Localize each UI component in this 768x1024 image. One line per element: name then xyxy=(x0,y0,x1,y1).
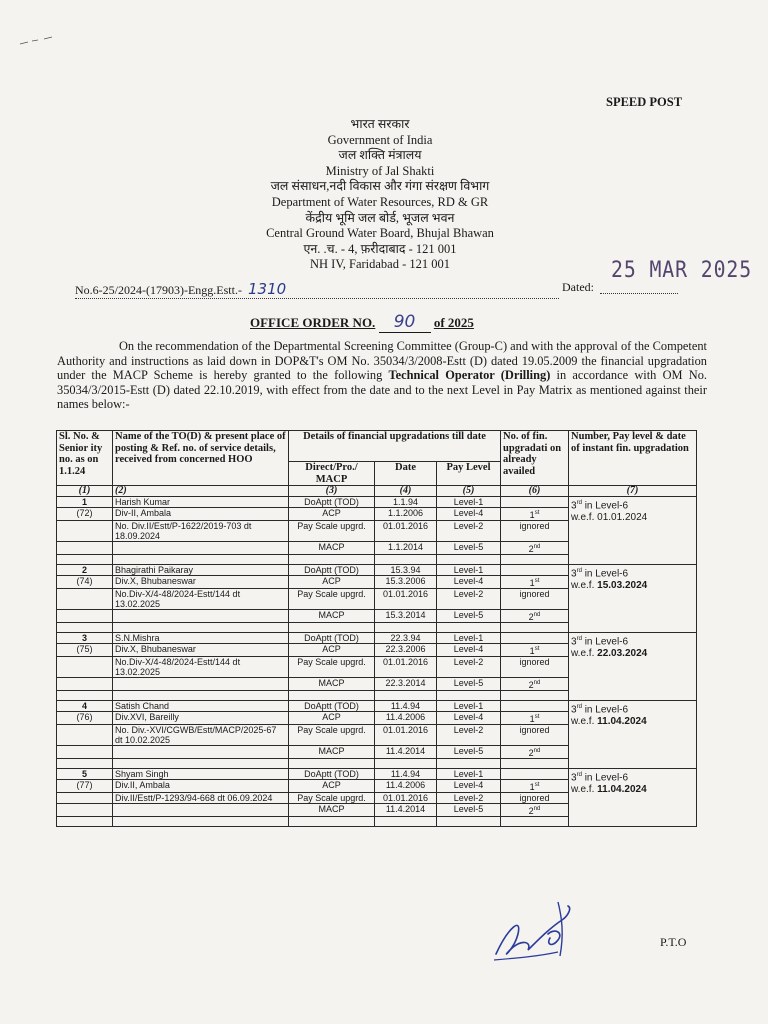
upgradation-type: MACP xyxy=(289,746,375,759)
upgradation-date: 22.3.94 xyxy=(375,633,437,644)
posting-place: Div.X, Bhubaneswar xyxy=(113,576,289,589)
date-underline xyxy=(600,293,678,294)
empty-cell xyxy=(57,610,113,623)
upgradation-level: Level-1 xyxy=(437,565,501,576)
upgradation-level: Level-1 xyxy=(437,701,501,712)
serial-number: 3 xyxy=(57,633,113,644)
ordinal-suffix: rd xyxy=(576,704,582,710)
upgradation-type: Pay Scale upgrd. xyxy=(289,521,375,542)
table-row xyxy=(57,565,697,576)
order-body xyxy=(57,339,707,412)
upgradation-date: 11.4.94 xyxy=(375,769,437,780)
upgradation-date: 01.01.2016 xyxy=(375,793,437,804)
upgradation-date: 01.01.2016 xyxy=(375,589,437,610)
office-order-year: of 2025 xyxy=(433,315,474,330)
upgradation-type: MACP xyxy=(289,610,375,623)
instant-level: in Level-6 xyxy=(581,568,629,580)
col-header-pay-level: Pay Level xyxy=(437,462,501,486)
ordinal-number: 2 xyxy=(528,680,534,690)
upgradation-date: 01.01.2016 xyxy=(375,521,437,542)
col-header-name: Name of the TO(D) & present place of posting & Ref. no. of service details, received from concerned HOO xyxy=(113,431,289,486)
service-ref: Div.II/Estt/P-1293/94-668 dt 06.09.2024 xyxy=(113,793,289,804)
serial-number: 4 xyxy=(57,701,113,712)
upgradation-level: Level-1 xyxy=(437,769,501,780)
ordinal-number: 1 xyxy=(529,646,535,656)
column-number: (3) xyxy=(289,486,375,497)
ordinal-number: 3 xyxy=(571,772,577,784)
upgradation-type: DoAptt (TOD) xyxy=(289,633,375,644)
empty-cell xyxy=(57,817,113,827)
col-header-details: Details of financial upgradations till date xyxy=(289,431,501,462)
upgradation-avail: ignored xyxy=(501,521,569,542)
empty-cell xyxy=(57,746,113,759)
wef-label: w.e.f. xyxy=(571,648,598,660)
letterhead-line: जल शक्ति मंत्रालय xyxy=(338,148,422,163)
upgradation-type: Pay Scale upgrd. xyxy=(289,793,375,804)
upgradation-level: Level-4 xyxy=(437,712,501,725)
ordinal-number: 2 xyxy=(528,806,534,816)
upgradation-level: Level-4 xyxy=(437,576,501,589)
instant-upgradation xyxy=(569,701,697,769)
ordinal-suffix: nd xyxy=(533,544,541,550)
upgradation-avail xyxy=(501,769,569,780)
empty-cell xyxy=(57,691,113,701)
empty-cell xyxy=(113,817,289,827)
letterhead-line: केंद्रीय भूमि जल बोर्ड, भूजल भवन xyxy=(305,210,455,225)
upgradation-level: Level-1 xyxy=(437,633,501,644)
seniority-number: (76) xyxy=(57,712,113,725)
upgradation-level: Level-4 xyxy=(437,644,501,657)
instant-upgradation xyxy=(569,633,697,701)
upgradation-type: ACP xyxy=(289,780,375,793)
upgradation-avail xyxy=(501,780,569,793)
pto-label: P.T.O xyxy=(660,935,687,949)
dated-label: Dated: xyxy=(562,280,594,294)
upgradation-date: 1.1.94 xyxy=(375,497,437,508)
posting-place: Div.X, Bhubaneswar xyxy=(113,644,289,657)
empty-cell xyxy=(289,759,375,769)
upgradation-avail xyxy=(501,565,569,576)
ordinal-number: 1 xyxy=(529,578,535,588)
upgradation-date: 15.3.94 xyxy=(375,565,437,576)
instant-upgradation xyxy=(569,497,697,565)
ordinal-suffix: st xyxy=(534,578,540,584)
letterhead-line: Department of Water Resources, RD & GR xyxy=(271,194,489,209)
column-number: (2) xyxy=(113,486,289,497)
empty-cell xyxy=(113,542,289,555)
service-ref: No.Div-X/4-48/2024-Estt/144 dt 13.02.2025 xyxy=(113,589,289,610)
ordinal-suffix: st xyxy=(534,510,540,516)
upgradation-level: Level-4 xyxy=(437,508,501,521)
empty-cell xyxy=(113,555,289,565)
upgradation-level: Level-2 xyxy=(437,589,501,610)
upgradation-level: Level-5 xyxy=(437,678,501,691)
upgradation-type: ACP xyxy=(289,712,375,725)
letterhead-line: भारत सरकार xyxy=(350,117,410,131)
wef-date: 22.03.2024 xyxy=(597,648,648,660)
empty-cell xyxy=(375,817,437,827)
empty-cell xyxy=(113,623,289,633)
column-number: (1) xyxy=(57,486,113,497)
empty-cell xyxy=(437,623,501,633)
table-row xyxy=(57,769,697,780)
employee-name: Harish Kumar xyxy=(113,497,289,508)
ordinal-suffix: nd xyxy=(533,748,541,754)
empty-cell xyxy=(437,817,501,827)
ordinal-suffix: st xyxy=(534,646,540,652)
instant-level: in Level-6 xyxy=(581,500,629,512)
ordinal-number: 1 xyxy=(529,714,535,724)
upgradation-type: MACP xyxy=(289,804,375,817)
upgradation-avail xyxy=(501,644,569,657)
upgradation-date: 15.3.2014 xyxy=(375,610,437,623)
upgradation-date: 15.3.2006 xyxy=(375,576,437,589)
instant-level: in Level-6 xyxy=(581,772,629,784)
empty-cell xyxy=(289,555,375,565)
wef-date: 11.04.2024 xyxy=(597,716,647,728)
empty-cell xyxy=(289,817,375,827)
empty-cell xyxy=(375,691,437,701)
col-header-direct: Direct/Pro./ MACP xyxy=(289,462,375,486)
ordinal-suffix: nd xyxy=(533,806,541,812)
upgradation-avail: ignored xyxy=(501,725,569,746)
instant-level: in Level-6 xyxy=(581,636,629,648)
employee-name: Bhagirathi Paikaray xyxy=(113,565,289,576)
col-header-sl: Sl. No. & Senior ity no. as on 1.1.24 xyxy=(57,431,113,486)
upgradation-level: Level-4 xyxy=(437,780,501,793)
upgradation-type: DoAptt (TOD) xyxy=(289,497,375,508)
empty-cell xyxy=(113,678,289,691)
upgradation-level: Level-2 xyxy=(437,793,501,804)
ordinal-number: 3 xyxy=(571,500,577,512)
wef-label: w.e.f. xyxy=(571,784,598,796)
upgradation-date: 22.3.2006 xyxy=(375,644,437,657)
ordinal-number: 3 xyxy=(571,704,577,716)
upgradation-level: Level-2 xyxy=(437,521,501,542)
ordinal-suffix: st xyxy=(534,782,540,788)
instant-upgradation xyxy=(569,769,697,827)
posting-place: Div.II, Ambala xyxy=(113,780,289,793)
employee-name: Satish Chand xyxy=(113,701,289,712)
service-ref: No. Div.-XVI/CGWB/Estt/MACP/2025-67 dt 10.02.2025 xyxy=(113,725,289,746)
seniority-number: (77) xyxy=(57,780,113,793)
upgradation-type: DoAptt (TOD) xyxy=(289,565,375,576)
upgradation-avail xyxy=(501,576,569,589)
date-stamp: 25 MAR 2025 xyxy=(611,258,753,283)
column-number: (6) xyxy=(501,486,569,497)
speed-post-label: SPEED POST xyxy=(606,95,683,109)
empty-cell xyxy=(57,542,113,555)
empty-cell xyxy=(501,555,569,565)
upgradation-type: DoAptt (TOD) xyxy=(289,769,375,780)
upgradation-level: Level-5 xyxy=(437,746,501,759)
office-order-title xyxy=(250,312,474,333)
col-header-number: Number, Pay level & date of instant fin. upgradation xyxy=(569,431,697,486)
empty-cell xyxy=(375,623,437,633)
upgradation-date: 11.4.2014 xyxy=(375,804,437,817)
upgradation-avail xyxy=(501,712,569,725)
table-row xyxy=(57,633,697,644)
ordinal-suffix: rd xyxy=(576,636,582,642)
upgradation-avail: ignored xyxy=(501,657,569,678)
letterhead-line: एन. .च. - 4, फ़रीदाबाद - 121 001 xyxy=(303,241,457,256)
column-number: (7) xyxy=(569,486,697,497)
empty-cell xyxy=(437,555,501,565)
empty-cell xyxy=(437,691,501,701)
empty-cell xyxy=(113,746,289,759)
ordinal-number: 2 xyxy=(528,544,534,554)
office-order-label: OFFICE ORDER NO. xyxy=(250,315,376,330)
empty-cell xyxy=(57,725,113,746)
empty-cell xyxy=(57,793,113,804)
empty-cell xyxy=(57,804,113,817)
ordinal-number: 1 xyxy=(529,510,535,520)
empty-cell xyxy=(57,678,113,691)
letterhead-line: NH IV, Faridabad - 121 001 xyxy=(309,257,451,272)
letterhead-line: Ministry of Jal Shakti xyxy=(325,163,435,178)
upgradation-level: Level-5 xyxy=(437,804,501,817)
upgradation-level: Level-1 xyxy=(437,497,501,508)
letterhead xyxy=(180,117,580,273)
ordinal-suffix: rd xyxy=(576,772,582,778)
ordinal-number: 2 xyxy=(528,612,534,622)
ordinal-suffix: rd xyxy=(576,500,582,506)
empty-cell xyxy=(375,759,437,769)
serial-number: 2 xyxy=(57,565,113,576)
upgradation-date: 1.1.2006 xyxy=(375,508,437,521)
empty-cell xyxy=(57,623,113,633)
ordinal-suffix: rd xyxy=(576,568,582,574)
empty-cell xyxy=(289,623,375,633)
signature xyxy=(488,898,588,968)
empty-cell xyxy=(57,521,113,542)
upgradation-date: 1.1.2014 xyxy=(375,542,437,555)
serial-number: 1 xyxy=(57,497,113,508)
wef-date: 15.03.2024 xyxy=(597,580,648,592)
empty-cell xyxy=(501,623,569,633)
empty-cell xyxy=(375,555,437,565)
ordinal-suffix: st xyxy=(534,714,540,720)
upgradation-date: 11.4.94 xyxy=(375,701,437,712)
seniority-number: (72) xyxy=(57,508,113,521)
service-ref: No. Div.II/Estt/P-1622/2019-703 dt 18.09.2024 xyxy=(113,521,289,542)
upgradation-date: 22.3.2014 xyxy=(375,678,437,691)
reference-number xyxy=(75,280,559,298)
wef-label: w.e.f. xyxy=(571,580,598,592)
empty-cell xyxy=(57,555,113,565)
upgradation-type: Pay Scale upgrd. xyxy=(289,589,375,610)
upgradation-avail: ignored xyxy=(501,793,569,804)
body-text: On the recommendation of the Departmental Screening Committee (Group-C) and with the approval of the Competent Authority and instructions as laid down in DOP&T's OM No. 35034/3/2008-Estt (D) dated 19.05.2009 the financial upgradation under the MACP Scheme is hereby granted to the following xyxy=(57,339,707,383)
letterhead-line: Government of India xyxy=(327,132,433,147)
macp-table xyxy=(56,430,697,827)
empty-cell xyxy=(113,804,289,817)
upgradation-avail xyxy=(501,678,569,691)
wef-date: 01.01.2024 xyxy=(597,512,648,524)
col-header-date: Date xyxy=(375,462,437,486)
ordinal-suffix: nd xyxy=(533,612,541,618)
letterhead-line: Central Ground Water Board, Bhujal Bhawan xyxy=(266,226,494,241)
upgradation-level: Level-5 xyxy=(437,610,501,623)
upgradation-avail: ignored xyxy=(501,589,569,610)
reference-prefix: No.6-25/2024-(17903)-Engg.Estt.- xyxy=(75,283,242,297)
letterhead-line: जल संसाधन,नदी विकास और गंगा संरक्षण विभाग xyxy=(270,179,490,194)
empty-cell xyxy=(57,759,113,769)
ordinal-suffix: nd xyxy=(533,680,541,686)
instant-level: in Level-6 xyxy=(581,704,629,716)
upgradation-type: DoAptt (TOD) xyxy=(289,701,375,712)
upgradation-level: Level-2 xyxy=(437,725,501,746)
upgradation-date: 11.4.2014 xyxy=(375,746,437,759)
empty-cell xyxy=(57,657,113,678)
handwritten-number: 1310 xyxy=(247,280,287,298)
upgradation-avail xyxy=(501,542,569,555)
empty-cell xyxy=(501,691,569,701)
upgradation-date: 01.01.2016 xyxy=(375,725,437,746)
empty-cell xyxy=(501,817,569,827)
upgradation-type: Pay Scale upgrd. xyxy=(289,657,375,678)
ordinal-number: 3 xyxy=(571,636,577,648)
seniority-number: (75) xyxy=(57,644,113,657)
upgradation-avail xyxy=(501,701,569,712)
column-number: (5) xyxy=(437,486,501,497)
upgradation-type: ACP xyxy=(289,644,375,657)
ordinal-number: 3 xyxy=(571,568,577,580)
column-number: (4) xyxy=(375,486,437,497)
table-row xyxy=(57,701,697,712)
office-order-number: 90 xyxy=(379,312,431,333)
serial-number: 5 xyxy=(57,769,113,780)
ordinal-number: 2 xyxy=(528,748,534,758)
employee-name: Shyam Singh xyxy=(113,769,289,780)
empty-cell xyxy=(113,759,289,769)
service-ref: No.Div-X/4-48/2024-Estt/144 dt 13.02.2025 xyxy=(113,657,289,678)
upgradation-date: 11.4.2006 xyxy=(375,780,437,793)
upgradation-type: MACP xyxy=(289,542,375,555)
col-header-no-fin: No. of fin. upgradati on already availed xyxy=(501,431,569,486)
instant-upgradation xyxy=(569,565,697,633)
employee-name: S.N.Mishra xyxy=(113,633,289,644)
upgradation-type: ACP xyxy=(289,576,375,589)
upgradation-avail xyxy=(501,746,569,759)
posting-place: Div.XVI, Bareilly xyxy=(113,712,289,725)
ordinal-number: 1 xyxy=(529,782,535,792)
upgradation-avail xyxy=(501,508,569,521)
empty-cell xyxy=(289,691,375,701)
upgradation-type: ACP xyxy=(289,508,375,521)
wef-label: w.e.f. xyxy=(571,716,598,728)
scan-mark xyxy=(18,36,54,46)
empty-cell xyxy=(113,691,289,701)
upgradation-date: 11.4.2006 xyxy=(375,712,437,725)
upgradation-date: 01.01.2016 xyxy=(375,657,437,678)
upgradation-avail xyxy=(501,610,569,623)
wef-label: w.e.f. xyxy=(571,512,598,524)
body-text: in accordance with OM No. 35034/3/2015-Estt (D) dated 22.10.2019, with effect from the date and to the next Level in Pay Matrix as mentioned against their names below:- xyxy=(57,368,708,412)
table-row xyxy=(57,497,697,508)
empty-cell xyxy=(437,759,501,769)
seniority-number: (74) xyxy=(57,576,113,589)
empty-cell xyxy=(501,759,569,769)
upgradation-level: Level-5 xyxy=(437,542,501,555)
upgradation-type: MACP xyxy=(289,678,375,691)
column-number-row xyxy=(57,486,697,497)
upgradation-avail xyxy=(501,497,569,508)
empty-cell xyxy=(57,589,113,610)
body-bold-text: Technical Operator (Drilling) xyxy=(388,368,551,383)
wef-date: 11.04.2024 xyxy=(597,784,647,796)
upgradation-type: Pay Scale upgrd. xyxy=(289,725,375,746)
empty-cell xyxy=(113,610,289,623)
upgradation-level: Level-2 xyxy=(437,657,501,678)
upgradation-avail xyxy=(501,804,569,817)
posting-place: Div-II, Ambala xyxy=(113,508,289,521)
upgradation-avail xyxy=(501,633,569,644)
